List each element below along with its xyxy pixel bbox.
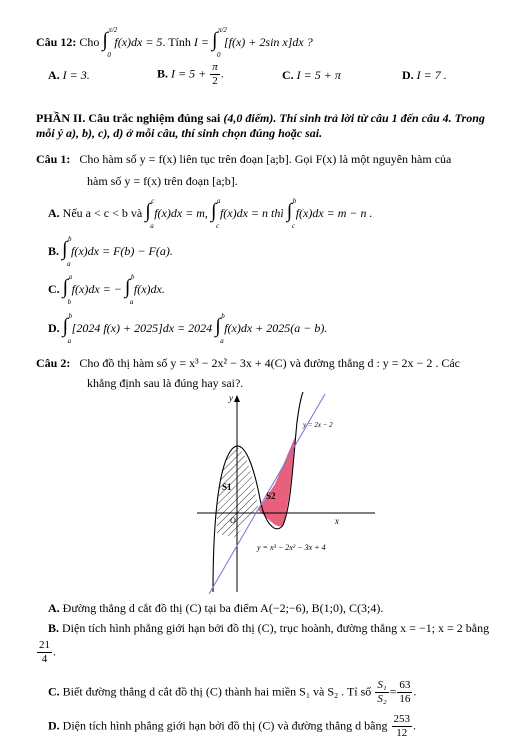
c1-statement-a: A. Nếu a < c < b và ∫ c a f(x)dx = m, ∫ a c f(x)dx = n thì ∫ b c f(x)dx = m − n . [48, 197, 373, 230]
region-s1-label: S1 [222, 482, 232, 492]
function-graph [195, 392, 380, 597]
q12-ask-lhs: I = [193, 34, 209, 49]
c2-statement-b: B. Diện tích hình phẳng giới hạn bởi đồ thị (C), trục hoành, đường thẳng x = −1; x = 2 bằng [48, 621, 490, 635]
integral-sign: ∫ b c [286, 197, 297, 230]
integral-sign: ∫ a c [210, 197, 221, 230]
c2-statement-a: A. Đường thẳng d cắt đồ thị (C) tại ba điểm A(−2;−6), B(1;0), C(3;4). [48, 601, 384, 615]
c2-statement-c: C. Biết đường thẳng d cắt đồ thị (C) thành hai miền S₁ và S₂ . Tỉ số $\frac{\text{S₁}}{\text{S₂}}$ = $\frac{63}{16}$ . [48, 679, 417, 705]
c1-stem: Câu 1: Cho hàm số y = f(x) liên tục trên đoạn [a;b]. Gọi F(x) là một nguyên hàm của [36, 152, 452, 166]
q12-stem-a: Cho [79, 34, 100, 49]
part2-heading: PHẦN II. Câu trắc nghiệm đúng sai (4,0 điểm). Thí sinh trả lời từ câu 1 đến câu 4. Trong [36, 111, 485, 125]
q12-given: f(x)dx = 5 [114, 34, 163, 49]
q12-option-c: C. I = 5 + π [282, 68, 341, 82]
q12-option-a: A. I = 3. [48, 68, 90, 82]
q12-stem-b: . Tính [162, 34, 191, 49]
region-s2-label: S2 [266, 491, 276, 501]
integral-sign: ∫ a b [62, 273, 73, 306]
c1-stem-line2: hàm số y = f(x) trên đoạn [a;b]. [87, 174, 238, 188]
q12-ask-body: [f(x) + 2sin x]dx ? [223, 34, 313, 49]
x-axis-label: x [335, 516, 339, 526]
c1-statement-b: B. ∫ b a f(x)dx = F(b) − F(a). [48, 235, 173, 268]
curve-label: y = x³ − 2x² − 3x + 4 [257, 543, 326, 552]
integral-sign: ∫ b a [62, 312, 73, 345]
integral-sign: ∫ c a [145, 197, 155, 230]
part2-heading-line2: mỗi ý a), b), c), d) ở mỗi câu, thí sinh chọn đúng hoặc sai. [36, 126, 323, 140]
c1-statement-c: C. ∫ a b f(x)dx = − ∫ b a f(x)dx. [48, 273, 165, 306]
q12-option-d: D. I = 7 . [402, 68, 447, 82]
y-axis-label: y [229, 393, 233, 403]
q12-stem [36, 26, 313, 59]
q12-label: Câu 12: [36, 34, 77, 49]
c2-statement-b-value: $\frac{21}{4}$ . [39, 639, 56, 665]
c2-stem: Câu 2: Cho đồ thị hàm số y = x³ − 2x² − 3x + 4(C) và đường thẳng d : y = 2x − 2 . Các [36, 356, 460, 370]
y-axis-arrow [234, 395, 240, 402]
integral-sign: ∫ π/2 0 [211, 26, 227, 59]
c2-statement-d: D. Diện tích hình phẳng giới hạn bởi đồ thị (C) và đường thẳng d bằng $\frac{253}{12}$ . [48, 713, 416, 739]
line-label: y = 2x − 2 [303, 421, 333, 429]
integral-sign: ∫ b a [215, 312, 225, 345]
integral-sign: ∫ b a [124, 273, 135, 306]
origin-label: O [230, 516, 236, 525]
c1-statement-d: D. ∫ b a [2024 f(x) + 2025]dx = 2024 ∫ b a f(x)dx + 2025(a − b). [48, 312, 328, 345]
c2-stem-line2: khẳng định sau là đúng hay sai?. [87, 376, 244, 390]
integral-sign: ∫ π/2 0 [102, 26, 118, 59]
integral-sign: ∫ b a [62, 235, 72, 268]
q12-option-b: B. I = 5 + $\frac{\pi}{2}$ . [157, 61, 224, 87]
